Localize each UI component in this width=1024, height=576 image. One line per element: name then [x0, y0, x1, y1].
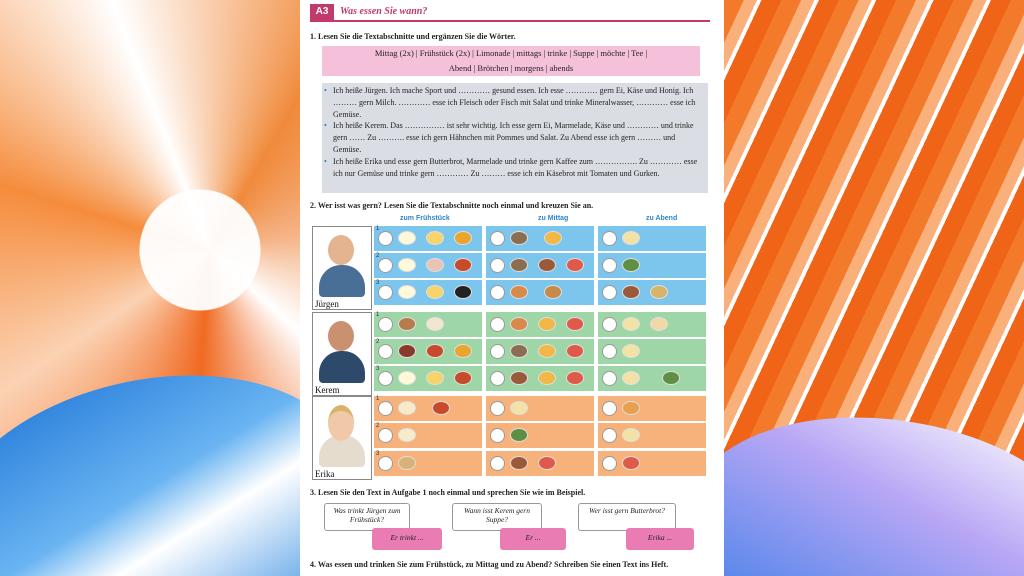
soup-icon	[510, 401, 528, 415]
person-photo-juergen	[312, 226, 372, 310]
eggs-icon	[398, 371, 416, 385]
section-badge: A3	[310, 4, 334, 20]
vegetables-icon	[662, 371, 680, 385]
honey-icon	[454, 344, 472, 358]
checkbox[interactable]	[602, 317, 617, 332]
bread-icon	[398, 428, 416, 442]
person-photo-kerem	[312, 312, 372, 396]
checkbox[interactable]	[490, 231, 505, 246]
answer-bubble-2: Er ...	[500, 528, 566, 550]
soup-icon	[622, 371, 640, 385]
option-juergen-lunch-2[interactable]	[486, 253, 594, 278]
checkbox[interactable]	[490, 285, 505, 300]
eggs-icon	[398, 231, 416, 245]
question-bubble-3: Wer isst gern Butterbrot?	[578, 503, 676, 531]
vegetables-icon	[510, 428, 528, 442]
cake-icon	[426, 258, 444, 272]
bullet-icon: •	[324, 86, 327, 95]
option-kerem-dinner-1[interactable]	[598, 312, 706, 337]
checkbox[interactable]	[378, 401, 393, 416]
bread-icon	[398, 401, 416, 415]
checkbox[interactable]	[378, 371, 393, 386]
worksheet-page	[300, 0, 724, 576]
salad-icon	[538, 456, 556, 470]
answer-bubble-1: Er trinkt ...	[372, 528, 442, 550]
option-kerem-dinner-2[interactable]	[598, 339, 706, 364]
person-photo-erika	[312, 396, 372, 480]
checkbox[interactable]	[378, 456, 393, 471]
person-name: Jürgen	[315, 299, 339, 309]
option-kerem-dinner-3[interactable]	[598, 366, 706, 391]
bread-icon	[650, 317, 668, 331]
option-juergen-dinner-2[interactable]	[598, 253, 706, 278]
checkbox[interactable]	[602, 285, 617, 300]
checkbox[interactable]	[490, 317, 505, 332]
column-header-dinner: zu Abend	[646, 215, 678, 222]
olives-icon	[454, 285, 472, 299]
passage-juergen: • Ich heiße Jürgen. Ich mache Sport und ………… gesund essen. Ich esse ………… gern Ei, Käse und Honig. Ich ……… gern Milch. ………… esse ich Fleisch oder Fisch mit Salat und trinke Mineralwasser, ………… esse ich Gemüse.	[324, 86, 696, 119]
checkbox[interactable]	[602, 258, 617, 273]
checkbox[interactable]	[378, 317, 393, 332]
salad-icon	[566, 371, 584, 385]
option-erika-breakfast-1[interactable]: 1	[374, 396, 482, 421]
checkbox[interactable]	[490, 258, 505, 273]
word-bank-line-1: Mittag (2x) | Frühstück (2x) | Limonade | mittags | trinke | Suppe | möchte | Tee |	[374, 48, 648, 58]
vegetables-icon	[622, 258, 640, 272]
eggs-icon	[398, 258, 416, 272]
option-erika-lunch-2[interactable]	[486, 423, 594, 448]
option-kerem-lunch-2[interactable]	[486, 339, 594, 364]
soup-icon	[622, 428, 640, 442]
bread-icon	[398, 456, 416, 470]
option-juergen-breakfast-2[interactable]: 2	[374, 253, 482, 278]
task1-instruction: 1. Lesen Sie die Textabschnitte und ergänzen Sie die Wörter.	[310, 32, 516, 41]
soup-icon	[622, 344, 640, 358]
passage-erika: • Ich heiße Erika und esse gern Butterbrot, Marmelade und trinke gern Kaffee zum ……………. Zu ………… esse ich nur Gemüse und trinke gern ………… Zu ……… esse ich ein Käsebrot mit Tomaten und Gurken.	[324, 156, 698, 178]
jam-icon	[454, 371, 472, 385]
sandwich-icon	[622, 401, 640, 415]
steak-icon	[622, 285, 640, 299]
option-erika-dinner-3[interactable]	[598, 451, 706, 476]
bullet-icon: •	[324, 121, 327, 131]
column-header-lunch: zu Mittag	[538, 215, 569, 222]
task2-instruction: 2. Wer isst was gern? Lesen Sie die Textabschnitte noch einmal und kreuzen Sie an.	[310, 201, 594, 210]
checkbox[interactable]	[602, 456, 617, 471]
jam-icon	[426, 344, 444, 358]
task3-instruction: 3. Lesen Sie den Text in Aufgabe 1 noch einmal und sprechen Sie wie im Beispiel.	[310, 488, 586, 497]
checkbox[interactable]	[490, 456, 505, 471]
option-juergen-dinner-1[interactable]	[598, 226, 706, 251]
checkbox[interactable]	[602, 401, 617, 416]
option-juergen-lunch-1[interactable]	[486, 226, 594, 251]
checkbox[interactable]	[602, 344, 617, 359]
option-erika-breakfast-3[interactable]: 3	[374, 451, 482, 476]
rice-icon	[650, 285, 668, 299]
task4-instruction: 4. Was essen und trinken Sie zum Frühstück, zu Mittag und zu Abend? Schreiben Sie einen Text ins Heft.	[310, 560, 669, 569]
checkbox[interactable]	[490, 371, 505, 386]
bowl-icon	[398, 317, 416, 331]
salad-icon	[566, 258, 584, 272]
face-icon	[328, 405, 354, 441]
question-bubble-1: Was trinkt Jürgen zum Frühstück?	[324, 503, 410, 531]
option-erika-dinner-1[interactable]	[598, 396, 706, 421]
section-title: Was essen Sie wann?	[340, 6, 428, 17]
option-kerem-lunch-1[interactable]	[486, 312, 594, 337]
jam-icon	[454, 258, 472, 272]
salad-icon	[566, 344, 584, 358]
cheese-icon	[426, 371, 444, 385]
fish-icon	[510, 258, 528, 272]
checkbox[interactable]	[490, 344, 505, 359]
checkbox[interactable]	[490, 401, 505, 416]
cheese-icon	[426, 231, 444, 245]
fries-icon	[538, 344, 556, 358]
checkbox[interactable]	[378, 258, 393, 273]
question-bubble-2: Wann isst Kerem gern Suppe?	[452, 503, 542, 531]
column-header-breakfast: zum Frühstück	[400, 215, 450, 222]
option-kerem-breakfast-1[interactable]: 1	[374, 312, 482, 337]
checkbox[interactable]	[602, 231, 617, 246]
cereal-icon	[426, 317, 444, 331]
option-juergen-dinner-3[interactable]	[598, 280, 706, 305]
option-kerem-breakfast-3[interactable]: 3	[374, 366, 482, 391]
text-passages	[322, 83, 708, 193]
sausage-icon	[398, 344, 416, 358]
person-name: Kerem	[315, 385, 340, 395]
checkbox[interactable]	[378, 344, 393, 359]
section-header	[310, 4, 710, 22]
eggs-icon	[398, 285, 416, 299]
option-juergen-breakfast-3[interactable]: 3	[374, 280, 482, 305]
salad-icon	[566, 317, 584, 331]
face-icon	[328, 235, 354, 265]
fish-icon	[510, 344, 528, 358]
option-erika-lunch-1[interactable]	[486, 396, 594, 421]
option-erika-dinner-2[interactable]	[598, 423, 706, 448]
soup-icon	[622, 317, 640, 331]
salad-icon	[622, 456, 640, 470]
meat-icon	[544, 285, 562, 299]
honey-icon	[454, 231, 472, 245]
option-kerem-lunch-3[interactable]	[486, 366, 594, 391]
option-erika-lunch-3[interactable]	[486, 451, 594, 476]
pasta-icon	[538, 371, 556, 385]
checkbox[interactable]	[490, 428, 505, 443]
face-icon	[328, 321, 354, 351]
passage-kerem: • Ich heiße Kerem. Das …………… ist sehr wichtig. Ich esse gern Ei, Marmelade, Käse und ………… und trinke gern …… Zu ………. esse ich gern Hähnchen mit Pommes und Salat. Zu Abend esse ich gern ……… und Gemüse.	[324, 121, 694, 154]
word-bank	[322, 46, 700, 76]
checkbox[interactable]	[378, 285, 393, 300]
fries-icon	[538, 317, 556, 331]
chicken-icon	[510, 317, 528, 331]
word-bank-line-2: Abend | Brötchen | morgens | abends	[448, 63, 574, 73]
steak-icon	[510, 371, 528, 385]
steak-icon	[538, 258, 556, 272]
checkbox[interactable]	[602, 371, 617, 386]
jam-icon	[432, 401, 450, 415]
answer-bubble-3: Erika ...	[626, 528, 694, 550]
chicken-icon	[510, 285, 528, 299]
steak-icon	[510, 456, 528, 470]
option-juergen-breakfast-1[interactable]: 1	[374, 226, 482, 251]
option-juergen-lunch-3[interactable]	[486, 280, 594, 305]
cheese-icon	[426, 285, 444, 299]
option-kerem-breakfast-2[interactable]: 2	[374, 339, 482, 364]
checkbox[interactable]	[378, 428, 393, 443]
soup-icon	[622, 231, 640, 245]
checkbox[interactable]	[378, 231, 393, 246]
fish-icon	[510, 231, 528, 245]
bullet-icon: •	[324, 156, 327, 166]
option-erika-breakfast-2[interactable]: 2	[374, 423, 482, 448]
pasta-icon	[544, 231, 562, 245]
checkbox[interactable]	[602, 428, 617, 443]
person-name: Erika	[315, 469, 335, 479]
